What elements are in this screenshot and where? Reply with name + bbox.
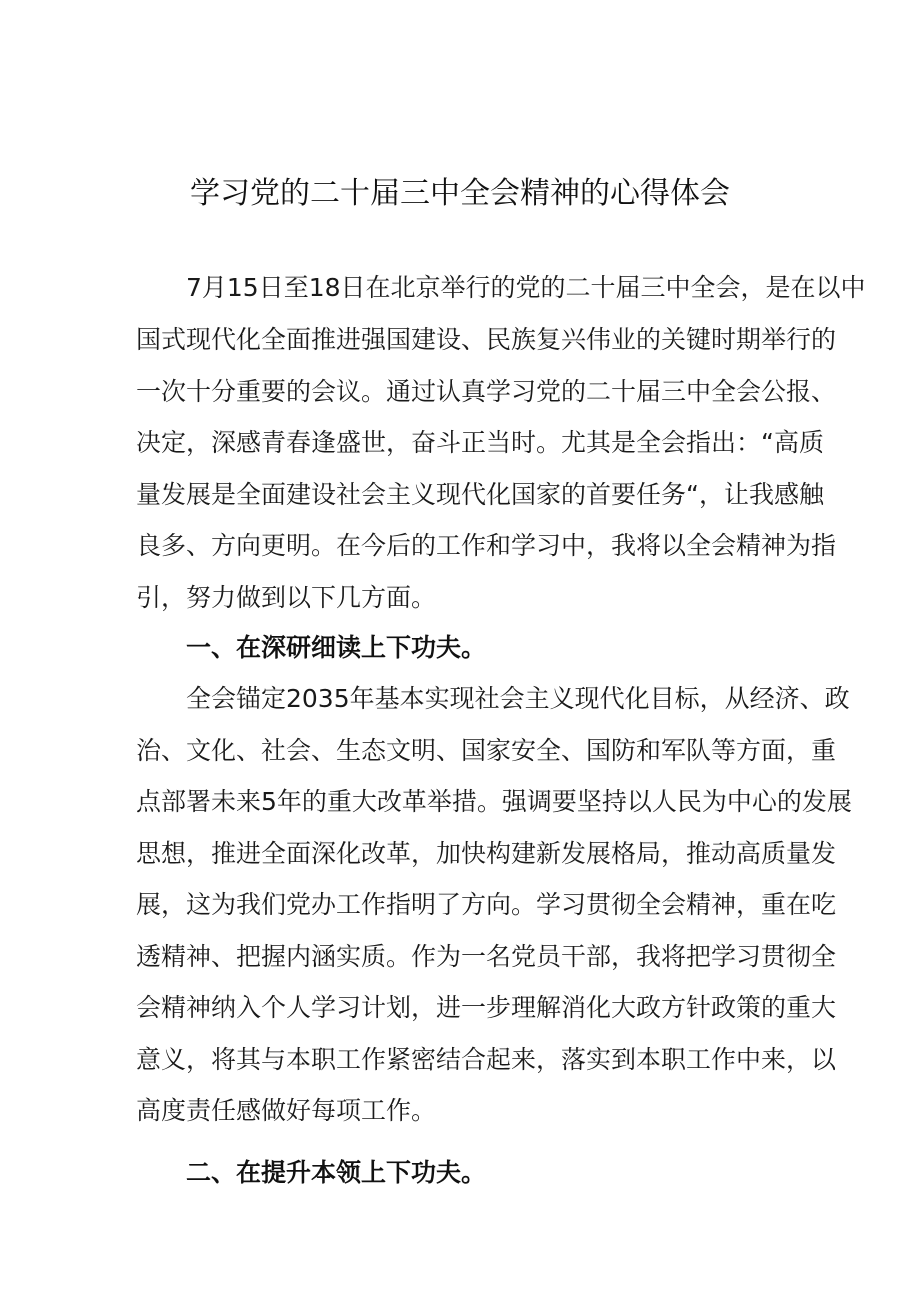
paragraph-1-line: 决定，深感青春逢盛世，奋斗正当时。尤其是全会指出：“高质 <box>136 428 824 457</box>
paragraph-2-line: 思想，推进全面深化改革，加快构建新发展格局，推动高质量发 <box>136 839 837 868</box>
paragraph-1-line: 引，努力做到以下几方面。 <box>136 583 437 612</box>
paragraph-2-line: 透精神、把握内涵实质。作为一名党员干部，我将把学习贯彻全 <box>136 942 837 971</box>
paragraph-2-line: 高度责任感做好每项工作。 <box>136 1096 437 1125</box>
paragraph-1-line: 量发展是全面建设社会主义现代化国家的首要任务“，让我感触 <box>136 480 824 509</box>
paragraph-2-line: 意义，将其与本职工作紧密结合起来，落实到本职工作中来，以 <box>136 1045 837 1074</box>
paragraph-1-line: 7月15日至18日在北京举行的党的二十届三中全会，是在以中 <box>186 273 866 302</box>
paragraph-2-line: 会精神纳入个人学习计划，进一步理解消化大政方针政策的重大 <box>136 993 837 1022</box>
paragraph-2-line: 展，这为我们党办工作指明了方向。学习贯彻全会精神，重在吃 <box>136 890 837 919</box>
document-title: 学习党的二十届三中全会精神的心得体会 <box>190 176 730 211</box>
paragraph-1-line: 良多、方向更明。在今后的工作和学习中，我将以全会精神为指 <box>136 531 837 560</box>
paragraph-1-line: 一次十分重要的会议。通过认真学习党的二十届三中全会公报、 <box>136 377 837 406</box>
section-heading-1: 一、在深研细读上下功夫。 <box>186 633 487 662</box>
section-heading-2: 二、在提升本领上下功夫。 <box>186 1158 487 1187</box>
paragraph-1-line: 国式现代化全面推进强国建设、民族复兴伟业的关键时期举行的 <box>136 325 837 354</box>
paragraph-2-line: 点部署未来5年的重大改革举措。强调要坚持以人民为中心的发展 <box>136 787 852 816</box>
paragraph-2-line: 全会锚定2035年基本实现社会主义现代化目标，从经济、政 <box>186 684 850 713</box>
paragraph-2-line: 治、文化、社会、生态文明、国家安全、国防和军队等方面，重 <box>136 736 837 765</box>
